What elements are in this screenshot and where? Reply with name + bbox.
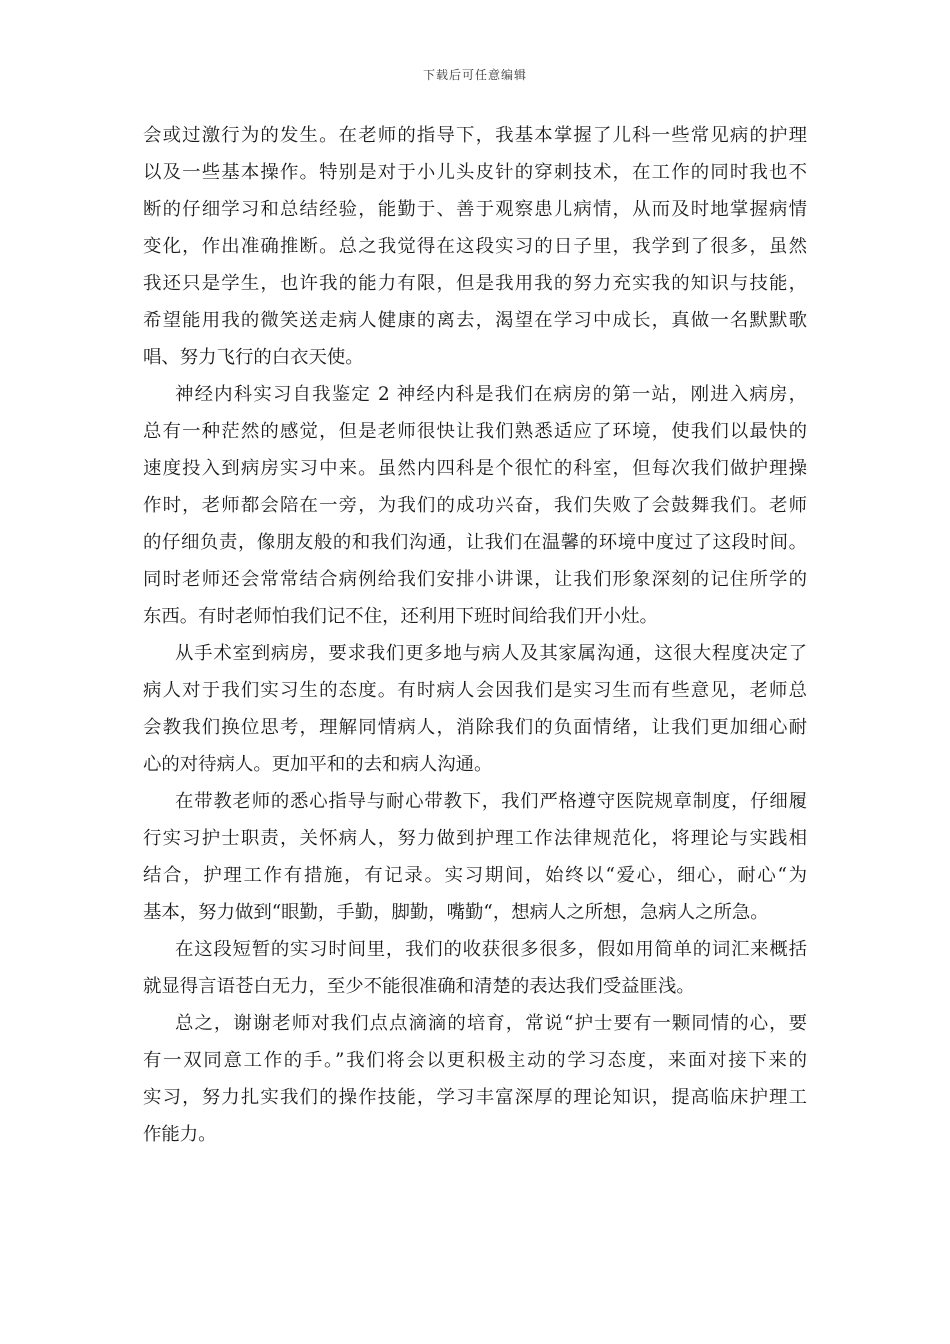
text-line: 希望能用我的微笑送走病人健康的离去，渴望在学习中成长，真做一名默默歌 xyxy=(143,310,807,331)
text-line: 东西。有时老师怕我们记不住，还利用下班时间给我们开小灶。 xyxy=(143,606,658,627)
paragraph xyxy=(143,783,807,931)
text-line: 作时，老师都会陪在一旁，为我们的成功兴奋，我们失败了会鼓舞我们。老师 xyxy=(143,495,807,516)
text-line: 有一双同意工作的手。”我们将会以更积极主动的学习态度，来面对接下来的 xyxy=(143,1050,807,1071)
page-header: 下载后可任意编辑 xyxy=(422,68,527,82)
text-line: 基本，努力做到“眼勤，手勤，脚勤，嘴勤“，想病人之所想，急病人之所急。 xyxy=(143,902,769,923)
text-line: 就显得言语苍白无力，至少不能很准确和清楚的表达我们受益匪浅。 xyxy=(143,976,695,997)
paragraph xyxy=(143,635,807,783)
text-line: 我还只是学生，也许我的能力有限，但是我用我的努力充实我的知识与技能， xyxy=(143,273,807,294)
paragraph xyxy=(143,376,807,635)
paragraph xyxy=(143,931,807,1005)
text-line: 病人对于我们实习生的态度。有时病人会因我们是实习生而有些意见，老师总 xyxy=(143,680,807,701)
text-line: 变化，作出准确推断。总之我觉得在这段实习的日子里，我学到了很多，虽然 xyxy=(143,236,807,257)
text-line: 实习，努力扎实我们的操作技能，学习丰富深厚的理论知识，提高临床护理工 xyxy=(143,1087,807,1108)
text-line: 的仔细负责，像朋友般的和我们沟通，让我们在温馨的环境中度过了这段时间。 xyxy=(143,532,807,553)
paragraph xyxy=(143,117,807,376)
text-line: 从手术室到病房，要求我们更多地与病人及其家属沟通，这很大程度决定了 xyxy=(175,643,807,664)
text-line: 同时老师还会常常结合病例给我们安排小讲课，让我们形象深刻的记住所学的 xyxy=(143,569,807,590)
text-line: 会教我们换位思考，理解同情病人，消除我们的负面情绪，让我们更加细心耐 xyxy=(143,717,807,738)
text-line: 以及一些基本操作。特别是对于小儿头皮针的穿刺技术，在工作的同时我也不 xyxy=(143,162,807,183)
text-line: 会或过激行为的发生。在老师的指导下，我基本掌握了儿科一些常见病的护理 xyxy=(143,125,807,146)
text-line: 断的仔细学习和总结经验，能勤于、善于观察患儿病情，从而及时地掌握病情 xyxy=(143,199,807,220)
text-line: 心的对待病人。更加平和的去和病人沟通。 xyxy=(143,754,493,775)
text-line: 作能力。 xyxy=(143,1124,217,1145)
text-line: 神经内科实习自我鉴定 2 神经内科是我们在病房的第一站，刚进入病房， xyxy=(175,384,807,405)
text-line: 总之，谢谢老师对我们点点滴滴的培育，常说“护士要有一颗同情的心，要 xyxy=(175,1013,807,1034)
paragraph xyxy=(143,1005,807,1153)
document-body xyxy=(143,117,807,1153)
text-line: 在这段短暂的实习时间里，我们的收获很多很多，假如用简单的词汇来概括 xyxy=(175,939,807,960)
text-line: 速度投入到病房实习中来。虽然内四科是个很忙的科室，但每次我们做护理操 xyxy=(143,458,807,479)
text-line: 行实习护士职责，关怀病人，努力做到护理工作法律规范化，将理论与实践相 xyxy=(143,828,807,849)
text-line: 结合，护理工作有措施，有记录。实习期间，始终以“爱心，细心，耐心“为 xyxy=(143,865,807,886)
text-line: 在带教老师的悉心指导与耐心带教下，我们严格遵守医院规章制度，仔细履 xyxy=(175,791,807,812)
text-line: 唱、努力飞行的白衣天使。 xyxy=(143,347,364,368)
text-line: 总有一种茫然的感觉，但是老师很快让我们熟悉适应了环境，使我们以最快的 xyxy=(143,421,807,442)
